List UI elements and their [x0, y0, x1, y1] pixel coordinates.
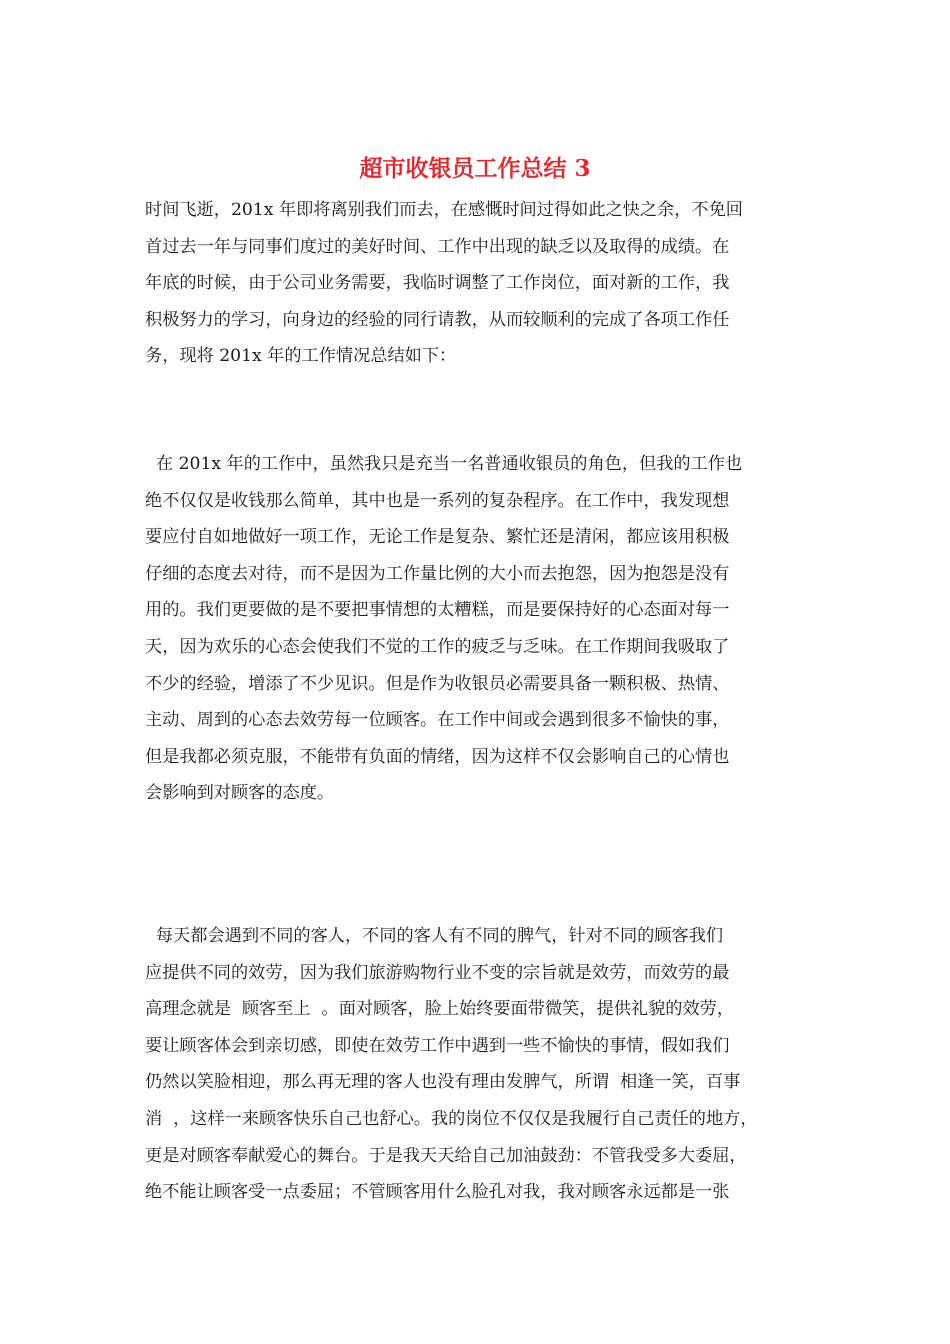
- paragraph-line: 消 ，这样一来顾客快乐自己也舒心。我的岗位不仅仅是我履行自己责任的地方，: [145, 1108, 758, 1129]
- paragraph-work-review: [145, 446, 742, 812]
- paragraph-line: 但是我都必须克服，不能带有负面的情绪，因为这样不仅会影响自己的心情也: [145, 746, 730, 767]
- paragraph-line: 要让顾客体会到亲切感，即使在效劳工作中遇到一些不愉快的事情，假如我们: [145, 1035, 730, 1056]
- paragraph-customer-service: [145, 918, 758, 1211]
- paragraph-line: 绝不能让顾客受一点委屈；不管顾客用什么脸孔对我，我对顾客永远都是一张: [145, 1182, 730, 1203]
- paragraph-line: 天，因为欢乐的心态会使我们不觉的工作的疲乏与乏味。在工作期间我吸取了: [145, 636, 730, 657]
- paragraph-line: 首过去一年与同事们度过的美好时间、工作中出现的缺乏以及取得的成绩。在: [145, 236, 730, 257]
- paragraph-line: 务，现将 201x 年的工作情况总结如下：: [145, 346, 457, 367]
- paragraph-line: 主动、周到的心态去效劳每一位顾客。在工作中间或会遇到很多不愉快的事，: [145, 710, 730, 731]
- paragraph-line: 积极努力的学习，向身边的经验的同行请教，从而较顺利的完成了各项工作任: [145, 309, 730, 330]
- paragraph-line: 年底的时候，由于公司业务需要，我临时调整了工作岗位，面对新的工作，我: [145, 273, 730, 294]
- paragraph-line: 绝不仅仅是收钱那么简单，其中也是一系列的复杂程序。在工作中，我发现想: [145, 490, 730, 511]
- paragraph-line: 在 201x 年的工作中，虽然我只是充当一名普通收银员的角色，但我的工作也: [145, 454, 743, 474]
- paragraph-line: 会影响到对顾客的态度。: [145, 783, 335, 804]
- paragraph-line: 更是对顾客奉献爱心的舞台。于是我天天给自己加油鼓劲：不管我受多大委屈，: [145, 1145, 747, 1166]
- paragraph-line: 高理念就是 顾客至上 。面对顾客，脸上始终要面带微笑，提供礼貌的效劳，: [145, 999, 735, 1020]
- paragraph-line: 仍然以笑脸相迎，那么再无理的客人也没有理由发脾气，所谓 相逢一笑，百事: [145, 1072, 741, 1093]
- paragraph-line: 要应付自如地做好一项工作，无论工作是复杂、繁忙还是清闲，都应该用积极: [145, 527, 730, 548]
- paragraph-line: 不少的经验，增添了不少见识。但是作为收银员必需要具备一颗积极、热情、: [145, 673, 730, 694]
- paragraph-line: 应提供不同的效劳，因为我们旅游购物行业不变的宗旨就是效劳，而效劳的最: [145, 962, 730, 983]
- document-title: 超市收银员工作总结 3: [359, 155, 591, 182]
- paragraph-intro: [145, 192, 743, 375]
- paragraph-line: 时间飞逝，201x 年即将离别我们而去，在感慨时间过得如此之快之余，不免回: [145, 200, 743, 220]
- paragraph-line: 仔细的态度去对待，而不是因为工作量比例的大小而去抱怨，因为抱怨是没有: [145, 563, 730, 584]
- paragraph-line: 用的。我们更要做的是不要把事情想的太糟糕，而是要保持好的心态面对每一: [145, 600, 730, 621]
- paragraph-line: 每天都会遇到不同的客人，不同的客人有不同的脾气，针对不同的顾客我们: [145, 926, 724, 946]
